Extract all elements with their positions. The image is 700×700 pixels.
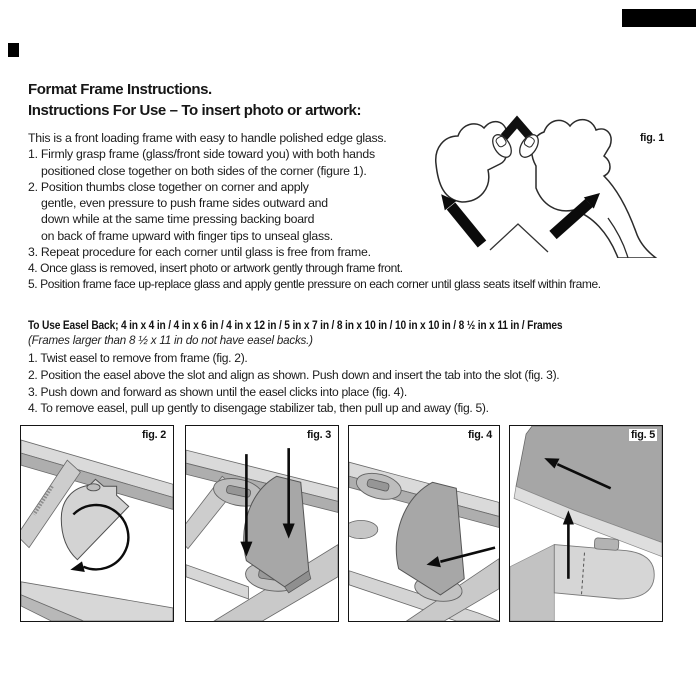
- redaction-mark-top-right: [622, 9, 696, 27]
- easel-step-3: 3. Push down and forward as shown until the easel clicks into place (fig. 4).: [28, 384, 407, 399]
- stabilizer-tab: [594, 538, 619, 551]
- figure-4-label: fig. 4: [468, 429, 492, 441]
- doc-title: Format Frame Instructions.: [28, 81, 212, 98]
- step-4: 4. Once glass is removed, insert photo or artwork gently through frame front.: [28, 261, 403, 275]
- step-2-cont: on back of frame upward with finger tips to unseal glass.: [41, 228, 333, 243]
- hands-pressing-frame-corner-illustration: [432, 106, 694, 258]
- easel-section-heading: To Use Easel Back; 4 in x 4 in / 4 in x 6 in / 4 in x 12 in / 5 in x 7 in / 8 in x 10 in / 10 in x 10 in / 8 ½ in x 11 in / Frames: [28, 318, 563, 332]
- figure-2-label: fig. 2: [142, 429, 166, 441]
- easel-knob: [87, 484, 100, 491]
- easel-instructions: [28, 350, 559, 417]
- right-hand: [532, 120, 656, 258]
- step-2: 2. Position thumbs close together on corner and apply: [28, 179, 309, 194]
- frame-corner: [504, 122, 530, 137]
- twist-easel-illustration: [21, 426, 173, 621]
- figure-2-panel: [20, 425, 174, 622]
- figure-3-panel: [185, 425, 339, 622]
- click-into-place-illustration: [349, 426, 499, 621]
- easel-section-note: (Frames larger than 8 ½ x 11 in do not have easel backs.): [28, 334, 313, 347]
- figure-1-label: fig. 1: [640, 132, 664, 144]
- doc-subtitle: Instructions For Use – To insert photo or artwork:: [28, 102, 362, 119]
- figure-5-panel: [509, 425, 663, 622]
- mount-lower-left: [349, 520, 378, 538]
- insert-tab-illustration: [186, 426, 338, 621]
- step-3: 3. Repeat procedure for each corner until glass is free from frame.: [28, 244, 371, 259]
- redaction-mark-left: [8, 43, 19, 57]
- step-1: 1. Firmly grasp frame (glass/front side toward you) with both hands: [28, 147, 375, 162]
- figure-4-panel: [348, 425, 500, 622]
- easel-step-4: 4. To remove easel, pull up gently to disengage stabilizer tab, then pull up and away (fig. 5).: [28, 401, 489, 416]
- title-block: [28, 79, 361, 121]
- frame-outline-chevron: [490, 224, 548, 252]
- step-1-cont: positioned close together on both sides of the corner (figure 1).: [41, 163, 367, 178]
- remove-easel-illustration: [510, 426, 662, 621]
- step-2-cont: gentle, even pressure to push frame sides outward and: [41, 196, 328, 210]
- intro-line: This is a front loading frame with easy to handle polished edge glass.: [28, 131, 387, 145]
- step-5: 5. Position frame face up-replace glass and apply gentle pressure on each corner until glass seats itself within frame.: [28, 277, 601, 292]
- left-hand: [436, 122, 507, 202]
- figure-5-label: fig. 5: [631, 429, 655, 441]
- frame-side-face: [510, 545, 554, 621]
- figure-3-label: fig. 3: [307, 429, 331, 441]
- figure-1: [432, 106, 694, 258]
- easel-step-2: 2. Position the easel above the slot and align as shown. Push down and insert the tab into the slot (fig. 3).: [28, 367, 560, 382]
- step-2-cont: down while at the same time pressing backing board: [41, 212, 315, 227]
- easel-step-1: 1. Twist easel to remove from frame (fig. 2).: [28, 351, 248, 365]
